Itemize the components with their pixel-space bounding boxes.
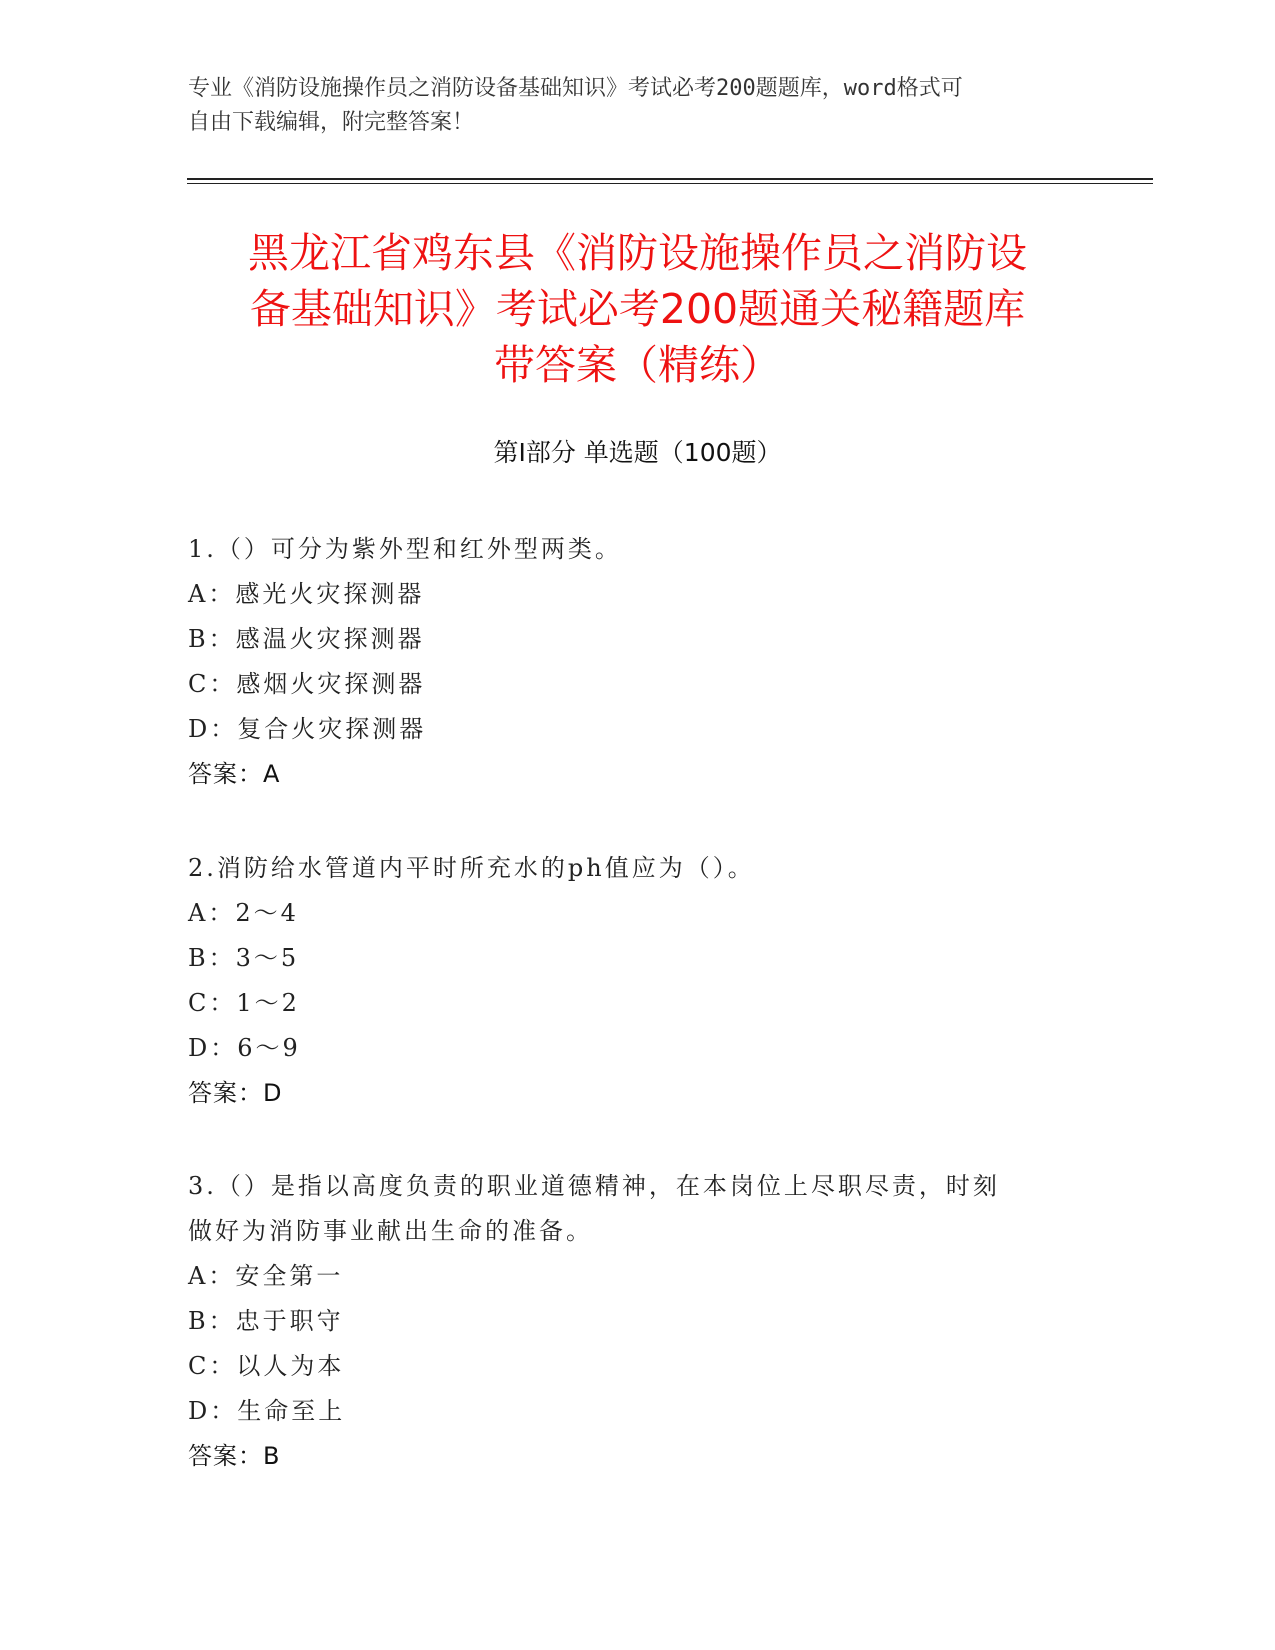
document-title	[160, 225, 1115, 393]
option-d: D：复合火灾探测器	[188, 715, 427, 743]
question-stem-continued: 做好为消防事业献出生命的准备。	[188, 1217, 593, 1245]
option-a: A：安全第一	[188, 1262, 344, 1290]
answer-key: 答案：B	[188, 1442, 281, 1470]
document-title-line: 黑龙江省鸡东县《消防设施操作员之消防设	[248, 229, 1027, 277]
document-title-line: 备基础知识》考试必考200题通关秘籍题库	[249, 285, 1026, 333]
header-note-line: 自由下载编辑，附完整答案！	[188, 110, 475, 135]
option-d: D：生命至上	[188, 1397, 346, 1425]
question-stem: 2.消防给水管道内平时所充水的ph值应为（）。	[188, 854, 755, 882]
answer-key: 答案：D	[188, 1079, 283, 1107]
option-c: C：以人为本	[188, 1352, 345, 1380]
question-stem: 3.（）是指以高度负责的职业道德精神，在本岗位上尽职尽责，时刻	[188, 1172, 1000, 1200]
header-divider-thin	[187, 183, 1153, 184]
option-c: C：感烟火灾探测器	[188, 670, 426, 698]
question-stem: 1.（）可分为紫外型和红外型两类。	[188, 535, 622, 563]
question-3	[188, 1164, 1088, 1479]
option-c: C：1～2	[188, 989, 300, 1017]
option-b: B：3～5	[188, 944, 300, 972]
answer-key: 答案：A	[188, 760, 281, 788]
option-d: D：6～9	[188, 1034, 301, 1062]
header-note-line: 专业《消防设施操作员之消防设备基础知识》考试必考200题题库，word格式可	[188, 76, 963, 101]
option-b: B：忠于职守	[188, 1307, 344, 1335]
option-b: B：感温火灾探测器	[188, 625, 425, 653]
header-note	[188, 72, 1068, 140]
header-divider-thick	[187, 178, 1153, 180]
section-heading: 第Ⅰ部分 单选题（100题）	[493, 438, 782, 467]
question-2	[188, 846, 1088, 1116]
document-title-line: 带答案（精练）	[494, 341, 781, 389]
option-a: A：感光火灾探测器	[188, 580, 425, 608]
question-1	[188, 527, 1088, 797]
option-a: A：2～4	[188, 899, 299, 927]
